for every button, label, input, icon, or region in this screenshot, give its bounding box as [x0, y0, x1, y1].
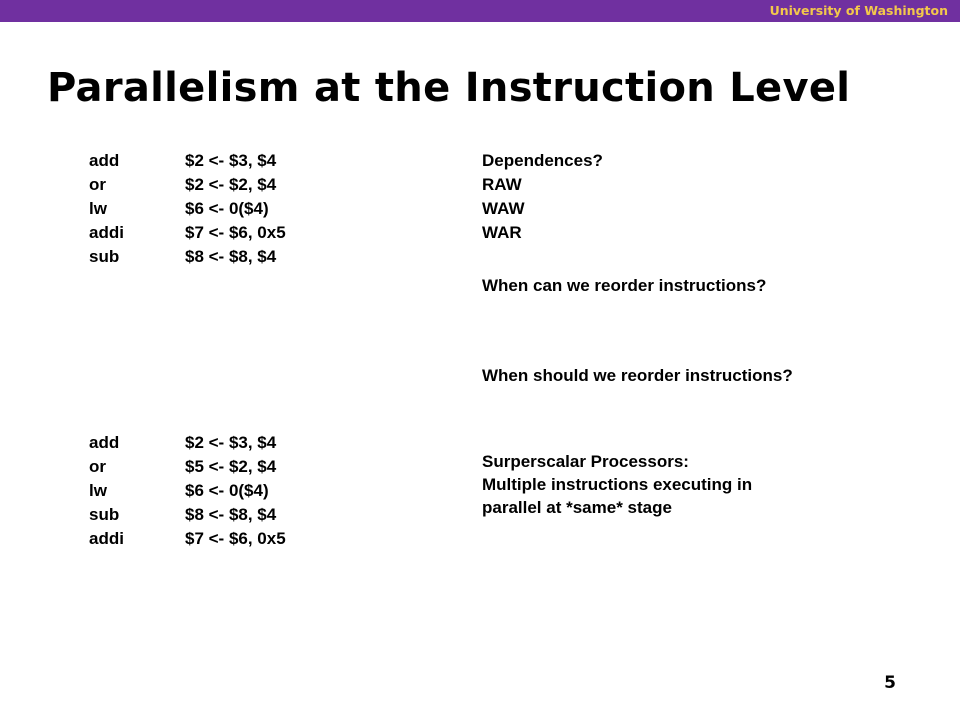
instruction-opcode: add	[89, 151, 120, 170]
instruction-operands: $6 <- 0($4)	[185, 199, 269, 218]
superscalar-heading: Surperscalar Processors:	[482, 452, 689, 471]
dependence-item: WAW	[482, 199, 525, 218]
slide-title: Parallelism at the Instruction Level	[47, 65, 851, 111]
instruction-operands: $2 <- $2, $4	[185, 175, 277, 194]
instruction-opcode: or	[89, 175, 106, 194]
superscalar-text-line: parallel at *same* stage	[482, 498, 672, 517]
question-when-can-reorder: When can we reorder instructions?	[482, 276, 767, 295]
instruction-operands: $7 <- $6, 0x5	[185, 529, 286, 548]
superscalar-note	[482, 450, 752, 519]
dependences-list	[482, 149, 603, 245]
instruction-operands: $8 <- $8, $4	[185, 247, 277, 266]
dependence-item: RAW	[482, 175, 522, 194]
instruction-opcode: lw	[89, 481, 107, 500]
instruction-operands: $5 <- $2, $4	[185, 457, 277, 476]
dependence-item: WAR	[482, 223, 522, 242]
page-number: 5	[884, 673, 896, 693]
superscalar-text-line: Multiple instructions executing in	[482, 475, 753, 494]
affiliation-label: University of Washington	[769, 3, 948, 18]
instruction-opcode: sub	[89, 247, 120, 266]
instruction-opcode: lw	[89, 199, 107, 218]
instruction-operands: $2 <- $3, $4	[185, 151, 277, 170]
instruction-opcode: addi	[89, 529, 124, 548]
question-when-should-reorder: When should we reorder instructions?	[482, 366, 793, 385]
instruction-operands: $7 <- $6, 0x5	[185, 223, 286, 242]
instruction-operands: $8 <- $8, $4	[185, 505, 277, 524]
header-bar	[0, 0, 960, 22]
instruction-operands: $2 <- $3, $4	[185, 433, 277, 452]
instruction-opcode: or	[89, 457, 106, 476]
instruction-opcode: sub	[89, 505, 120, 524]
instruction-opcode: add	[89, 433, 120, 452]
instruction-operands: $6 <- 0($4)	[185, 481, 269, 500]
instruction-opcode: addi	[89, 223, 124, 242]
dependences-heading: Dependences?	[482, 151, 603, 170]
